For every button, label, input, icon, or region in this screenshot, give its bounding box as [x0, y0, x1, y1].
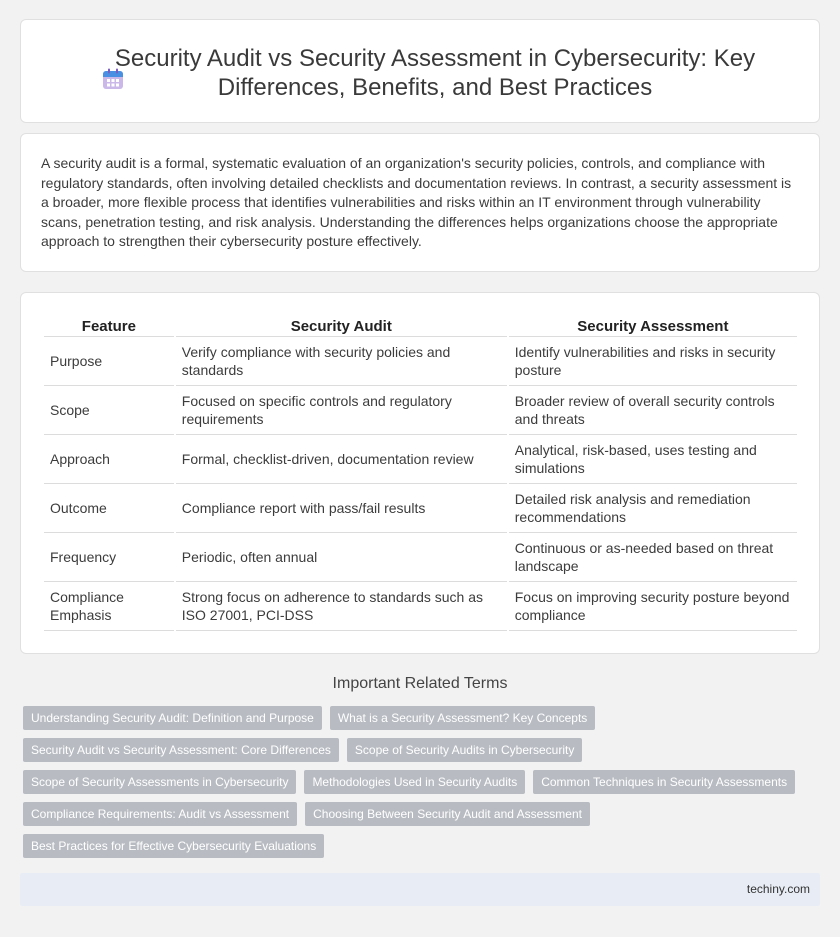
related-terms-heading: Important Related Terms	[332, 675, 508, 692]
table-row	[44, 484, 797, 533]
site-name[interactable]: techiny.com	[746, 882, 810, 896]
related-term-tag[interactable]: Choosing Between Security Audit and Assessment	[305, 802, 590, 826]
feature-cell: Approach	[44, 435, 174, 484]
column-header: Security Assessment	[509, 315, 797, 337]
related-term-tag[interactable]: Compliance Requirements: Audit vs Assessment	[23, 802, 297, 826]
related-term-tag[interactable]: Scope of Security Audits in Cybersecurity	[347, 738, 582, 762]
table-header-row	[44, 315, 797, 337]
feature-cell: Purpose	[44, 337, 174, 386]
table-row	[44, 386, 797, 435]
audit-cell: Formal, checklist-driven, documentation review	[176, 435, 507, 484]
related-term-tag[interactable]: Understanding Security Audit: Definition and Purpose	[23, 706, 322, 730]
related-term-tag[interactable]: Scope of Security Assessments in Cybersecurity	[23, 770, 296, 794]
feature-cell: Scope	[44, 386, 174, 435]
assessment-cell: Analytical, risk-based, uses testing and simulations	[509, 435, 797, 484]
assessment-cell: Detailed risk analysis and remediation recommendations	[509, 484, 797, 533]
feature-cell: Frequency	[44, 533, 174, 582]
audit-cell: Strong focus on adherence to standards such as ISO 27001, PCI-DSS	[176, 582, 507, 631]
audit-cell: Periodic, often annual	[176, 533, 507, 582]
audit-cell: Verify compliance with security policies and standards	[176, 337, 507, 386]
comparison-table-card	[20, 292, 820, 654]
related-term-tag[interactable]: Common Techniques in Security Assessments	[533, 770, 795, 794]
audit-cell: Focused on specific controls and regulatory requirements	[176, 386, 507, 435]
related-term-tag[interactable]: Best Practices for Effective Cybersecurity Evaluations	[23, 834, 324, 858]
assessment-cell: Continuous or as-needed based on threat landscape	[509, 533, 797, 582]
feature-cell: Compliance Emphasis	[44, 582, 174, 631]
table-row	[44, 337, 797, 386]
comparison-table	[42, 315, 799, 631]
column-header: Feature	[44, 315, 174, 337]
related-term-tag[interactable]: Methodologies Used in Security Audits	[304, 770, 525, 794]
intro-card	[20, 133, 820, 272]
assessment-cell: Broader review of overall security controls and threats	[509, 386, 797, 435]
audit-cell: Compliance report with pass/fail results	[176, 484, 507, 533]
feature-cell: Outcome	[44, 484, 174, 533]
related-term-tag[interactable]: What is a Security Assessment? Key Concepts	[330, 706, 595, 730]
assessment-cell: Identify vulnerabilities and risks in security posture	[509, 337, 797, 386]
table-row	[44, 533, 797, 582]
header-card	[20, 19, 820, 123]
assessment-cell: Focus on improving security posture beyond compliance	[509, 582, 797, 631]
table-row	[44, 435, 797, 484]
related-term-tag[interactable]: Security Audit vs Security Assessment: Core Differences	[23, 738, 339, 762]
related-terms-list	[23, 706, 803, 866]
column-header: Security Audit	[176, 315, 507, 337]
page-title: Security Audit vs Security Assessment in Cybersecurity: Key Differences, Benefits, and Best Practices	[114, 45, 756, 101]
intro-paragraph: A security audit is a formal, systematic evaluation of an organization's security policies, controls, and compliance with regulatory standards, often involving detailed checklists and documentation reviews. In contrast, a security assessment is a broader, more flexible process that identifies vulnerabilities and risks within an IT environment through vulnerability scans, penetration testing, and risk analysis. Understanding the differences helps organizations choose the appropriate approach to strengthen their cybersecurity posture effectively.	[41, 155, 792, 250]
footer	[20, 873, 820, 906]
table-row	[44, 582, 797, 631]
